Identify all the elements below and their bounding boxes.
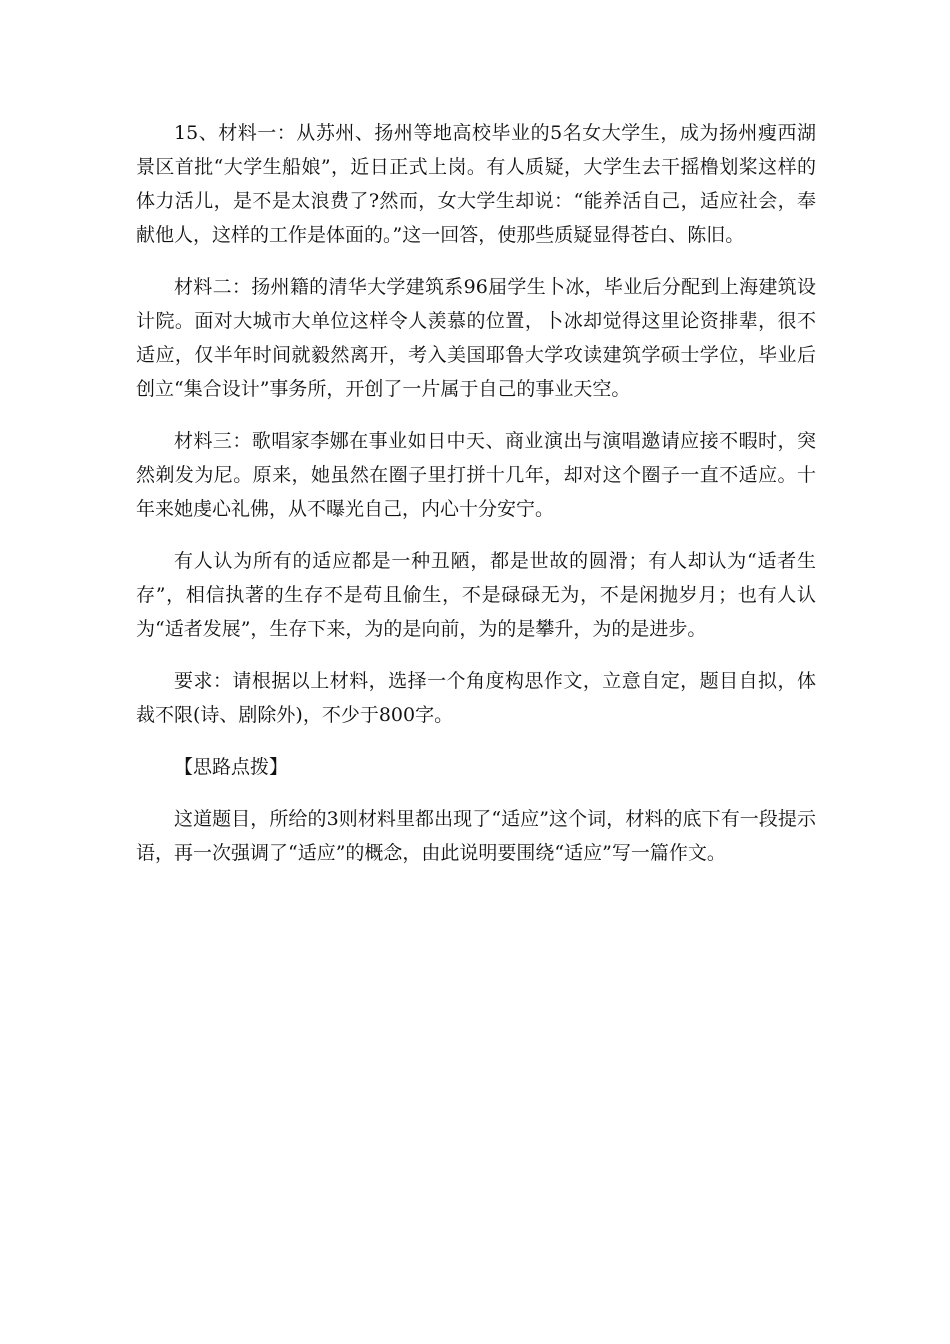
paragraph-requirements: 要求：请根据以上材料，选择一个角度构思作文，立意自定，题目自拟，体裁不限(诗、剧除外)，不少于800字。 xyxy=(136,670,816,726)
paragraph-analysis: 这道题目，所给的3则材料里都出现了“适应”这个词，材料的底下有一段提示语，再一次强调了“适应”的概念，由此说明要围绕“适应”写一篇作文。 xyxy=(136,808,816,864)
paragraph-material-three: 材料三：歌唱家李娜在事业如日中天、商业演出与演唱邀请应接不暇时，突然剃发为尼。原来，她虽然在圈子里打拼十几年，却对这个圈子一直不适应。十年来她虔心礼佛，从不曝光自己，内心十分安宁。 xyxy=(136,430,816,520)
document-body xyxy=(136,116,816,888)
paragraph-opinions: 有人认为所有的适应都是一种丑陋，都是世故的圆滑；有人却认为“适者生存”，相信执著的生存不是苟且偷生，不是碌碌无为，不是闲抛岁月；也有人认为“适者发展”，生存下来，为的是向前，为的是攀升，为的是进步。 xyxy=(136,550,816,640)
section-heading: 【思路点拨】 xyxy=(174,756,289,778)
paragraph-material-two: 材料二：扬州籍的清华大学建筑系96届学生卜冰，毕业后分配到上海建筑设计院。面对大城市大单位这样令人羡慕的位置，卜冰却觉得这里论资排辈，很不适应，仅半年时间就毅然离开，考入美国耶鲁大学攻读建筑学硕士学位，毕业后创立“集合设计”事务所，开创了一片属于自己的事业天空。 xyxy=(136,276,816,400)
paragraph-material-one: 15、材料一：从苏州、扬州等地高校毕业的5名女大学生，成为扬州瘦西湖景区首批“大学生船娘”，近日正式上岗。有人质疑，大学生去干摇橹划桨这样的体力活儿，是不是太浪费了?然而，女大学生却说：“能养活自己，适应社会，奉献他人，这样的工作是体面的。”这一回答，使那些质疑显得苍白、陈旧。 xyxy=(136,122,816,246)
